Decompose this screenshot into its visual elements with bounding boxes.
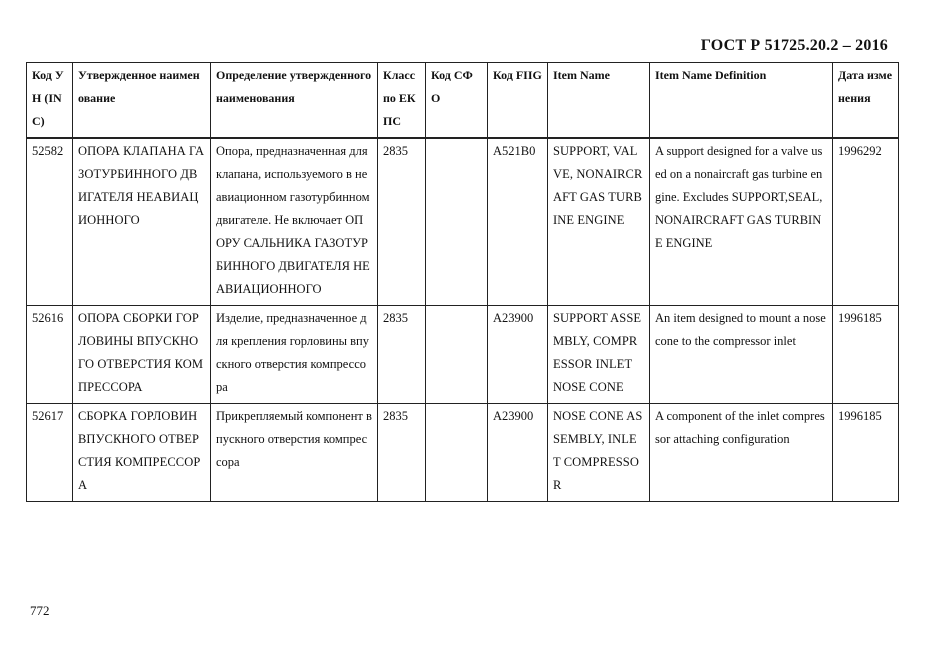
- cell-inc: 52582: [27, 138, 73, 306]
- cell-change-date: 1996292: [833, 138, 899, 306]
- cell-change-date: 1996185: [833, 404, 899, 502]
- cell-item-name: SUPPORT, VALVE, NONAIRCRAFT GAS TURBINE ENGINE: [548, 138, 650, 306]
- cell-class: 2835: [378, 404, 426, 502]
- cell-approved-name: ОПОРА КЛАПАНА ГАЗОТУРБИННОГО ДВИГАТЕЛЯ НЕАВИАЦИОННОГО: [73, 138, 211, 306]
- cell-item-name-definition: A support designed for a valve used on a nonaircraft gas turbine engine. Excludes SUPPORT,SEAL,NONAIRCRAFT GAS TURBINE ENGINE: [650, 138, 833, 306]
- header-class: Класс по ЕКПС: [378, 63, 426, 139]
- cell-name-definition: Изделие, предназначенное для крепления горловины впускного отверстия компрессора: [211, 306, 378, 404]
- page-number: 772: [30, 603, 50, 618]
- header-name-definition: Определение утвержденного наименования: [211, 63, 378, 139]
- header-item-name: Item Name: [548, 63, 650, 139]
- cell-fiig: A521B0: [488, 138, 548, 306]
- header-fiig: Код FIIG: [488, 63, 548, 139]
- cell-change-date: 1996185: [833, 306, 899, 404]
- cell-item-name-definition: An item designed to mount a nose cone to the compressor inlet: [650, 306, 833, 404]
- nomenclature-table: [26, 62, 899, 502]
- cell-class: 2835: [378, 306, 426, 404]
- table-row: [27, 306, 899, 404]
- table-header-row: [27, 63, 899, 139]
- header-item-name-definition: Item Name Definition: [650, 63, 833, 139]
- cell-sfo: [426, 138, 488, 306]
- document-code: ГОСТ Р 51725.20.2 – 2016: [700, 37, 888, 54]
- header-sfo: Код СФО: [426, 63, 488, 139]
- header-inc: Код УН (INC): [27, 63, 73, 139]
- cell-approved-name: СБОРКА ГОРЛОВИН ВПУСКНОГО ОТВЕРСТИЯ КОМПРЕССОРА: [73, 404, 211, 502]
- cell-item-name-definition: A component of the inlet compressor attaching configuration: [650, 404, 833, 502]
- cell-fiig: A23900: [488, 404, 548, 502]
- cell-name-definition: Прикрепляемый компонент впускного отверстия компрессора: [211, 404, 378, 502]
- cell-fiig: A23900: [488, 306, 548, 404]
- cell-sfo: [426, 306, 488, 404]
- cell-sfo: [426, 404, 488, 502]
- cell-item-name: SUPPORT ASSEMBLY, COMPRESSOR INLET NOSE CONE: [548, 306, 650, 404]
- cell-inc: 52616: [27, 306, 73, 404]
- header-change-date: Дата изменения: [833, 63, 899, 139]
- header-approved-name: Утвержденное наименование: [73, 63, 211, 139]
- table-row: [27, 404, 899, 502]
- cell-approved-name: ОПОРА СБОРКИ ГОРЛОВИНЫ ВПУСКНОГО ОТВЕРСТИЯ КОМПРЕССОРА: [73, 306, 211, 404]
- cell-name-definition: Опора, предназначенная для клапана, используемого в неавиационном газотурбинном двигателе. Не включает ОПОРУ САЛЬНИКА ГАЗОТУРБИННОГО ДВИГАТЕЛЯ НЕАВИАЦИОННОГО: [211, 138, 378, 306]
- cell-inc: 52617: [27, 404, 73, 502]
- cell-class: 2835: [378, 138, 426, 306]
- table-row: [27, 138, 899, 306]
- cell-item-name: NOSE CONE ASSEMBLY, INLET COMPRESSOR: [548, 404, 650, 502]
